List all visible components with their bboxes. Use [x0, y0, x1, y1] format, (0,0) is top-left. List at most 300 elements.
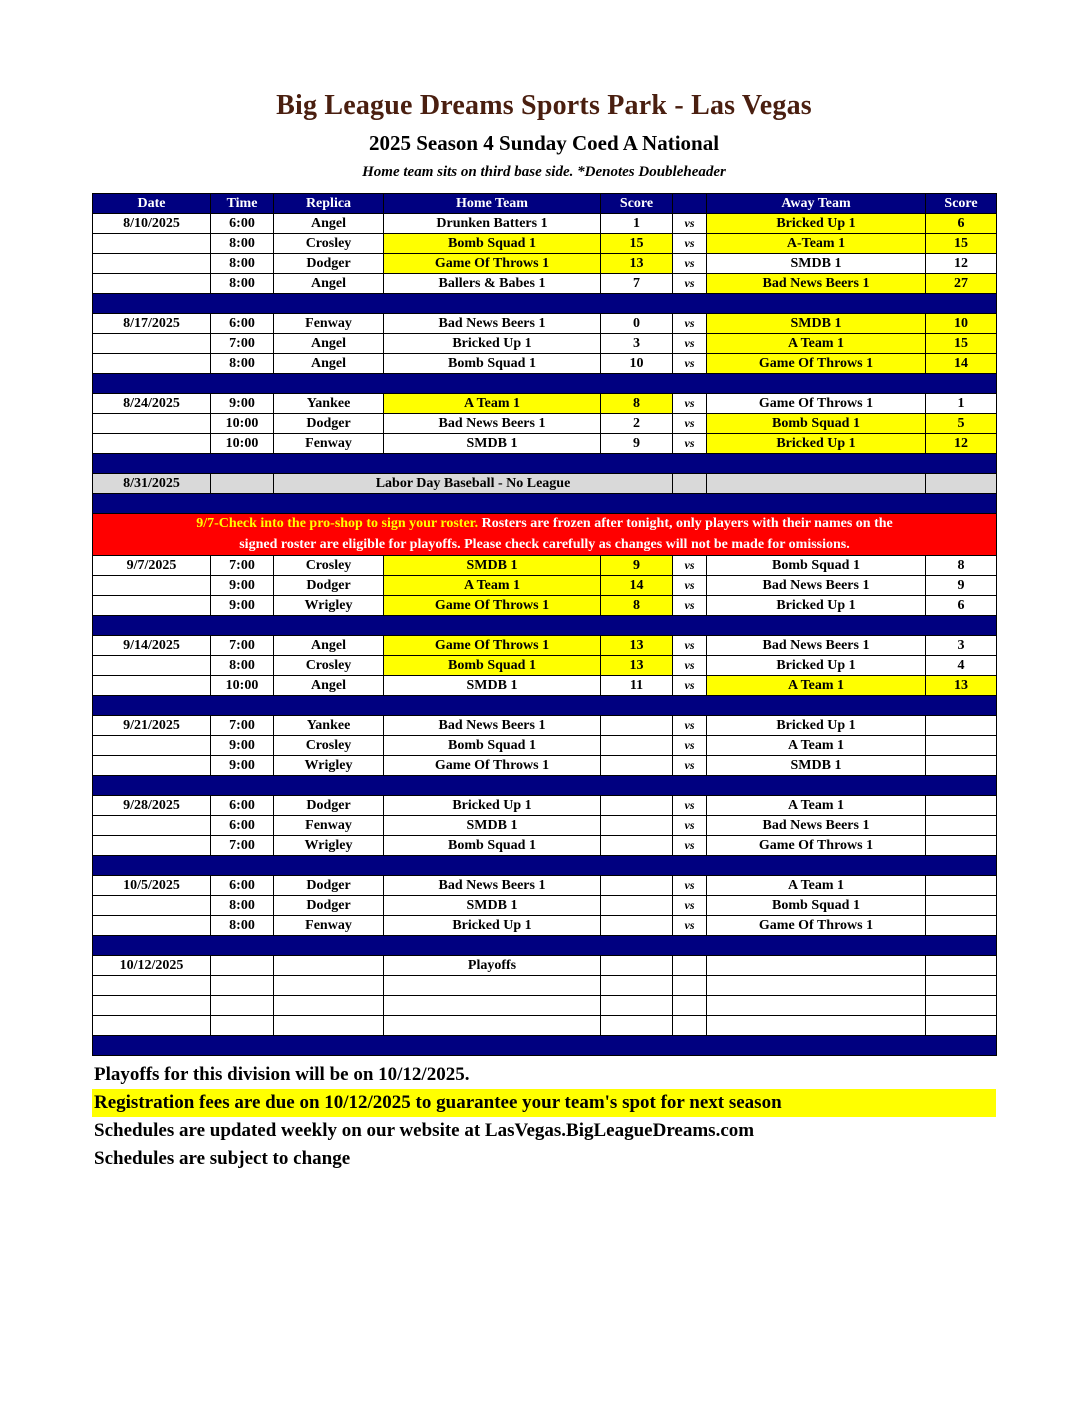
away-team-cell: A Team 1	[707, 334, 926, 354]
away-team-cell: Game Of Throws 1	[707, 394, 926, 414]
vs-cell: vs	[673, 896, 707, 916]
separator-bar	[93, 294, 997, 314]
home-score-cell: 13	[601, 656, 673, 676]
home-team-cell: Bomb Squad 1	[384, 736, 601, 756]
replica-cell: Crosley	[274, 234, 384, 254]
date-cell	[93, 596, 211, 616]
replica-cell: Wrigley	[274, 836, 384, 856]
empty-cell	[601, 976, 673, 996]
game-row	[93, 556, 997, 576]
away-team-cell: Bricked Up 1	[707, 596, 926, 616]
home-score-cell: 10	[601, 354, 673, 374]
away-team-cell: A Team 1	[707, 876, 926, 896]
game-row	[93, 434, 997, 454]
home-score-cell: 13	[601, 636, 673, 656]
separator-row	[93, 776, 997, 796]
empty-cell	[384, 1016, 601, 1036]
vs-cell: vs	[673, 876, 707, 896]
away-team-cell: Game Of Throws 1	[707, 916, 926, 936]
vs-cell: vs	[673, 234, 707, 254]
separator-row	[93, 696, 997, 716]
vs-cell	[673, 956, 707, 976]
notice-row	[93, 474, 997, 494]
col-header-home-team: Home Team	[384, 194, 601, 214]
replica-cell: Dodger	[274, 876, 384, 896]
home-team-cell: Bricked Up 1	[384, 334, 601, 354]
away-team-cell: A Team 1	[707, 676, 926, 696]
away-score-cell: 1	[926, 394, 997, 414]
home-score-cell: 13	[601, 254, 673, 274]
date-cell: 8/24/2025	[93, 394, 211, 414]
date-cell	[93, 234, 211, 254]
notice-empty-cell	[926, 474, 997, 494]
home-team-cell: Game Of Throws 1	[384, 254, 601, 274]
away-team-cell: Bricked Up 1	[707, 716, 926, 736]
home-score-cell: 2	[601, 414, 673, 434]
vs-cell: vs	[673, 716, 707, 736]
home-team-cell: A Team 1	[384, 576, 601, 596]
time-cell: 8:00	[211, 916, 274, 936]
date-cell: 9/14/2025	[93, 636, 211, 656]
replica-cell: Angel	[274, 354, 384, 374]
home-score-cell: 8	[601, 596, 673, 616]
game-row	[93, 254, 997, 274]
time-cell: 8:00	[211, 896, 274, 916]
time-cell: 9:00	[211, 576, 274, 596]
replica-cell: Dodger	[274, 576, 384, 596]
away-score-cell: 13	[926, 676, 997, 696]
away-team-cell: A Team 1	[707, 796, 926, 816]
separator-row	[93, 374, 997, 394]
home-team-cell: Playoffs	[384, 956, 601, 976]
time-cell: 8:00	[211, 656, 274, 676]
date-cell	[93, 756, 211, 776]
game-row	[93, 354, 997, 374]
empty-cell	[926, 996, 997, 1016]
separator-bar	[93, 616, 997, 636]
vs-cell: vs	[673, 414, 707, 434]
empty-cell	[93, 996, 211, 1016]
home-score-cell: 0	[601, 314, 673, 334]
notice-empty-cell	[211, 474, 274, 494]
empty-cell	[274, 996, 384, 1016]
date-cell	[93, 254, 211, 274]
vs-cell: vs	[673, 214, 707, 234]
time-cell: 10:00	[211, 434, 274, 454]
home-team-cell: Bad News Beers 1	[384, 876, 601, 896]
banner-line-2: signed roster are eligible for playoffs. Please check carefully as changes will not be made for omissions.	[239, 536, 850, 552]
time-cell: 10:00	[211, 414, 274, 434]
home-score-cell: 14	[601, 576, 673, 596]
home-team-note: Home team sits on third base side. *Denotes Doubleheader	[362, 164, 726, 180]
vs-cell: vs	[673, 314, 707, 334]
empty-row	[93, 996, 997, 1016]
vs-cell: vs	[673, 334, 707, 354]
vs-cell: vs	[673, 354, 707, 374]
home-score-cell	[601, 716, 673, 736]
home-team-cell: Bricked Up 1	[384, 796, 601, 816]
game-row	[93, 896, 997, 916]
date-cell: 8/17/2025	[93, 314, 211, 334]
replica-cell: Crosley	[274, 656, 384, 676]
away-score-cell	[926, 796, 997, 816]
away-team-cell: Game Of Throws 1	[707, 354, 926, 374]
date-cell: 9/21/2025	[93, 716, 211, 736]
vs-cell: vs	[673, 916, 707, 936]
home-team-cell: Ballers & Babes 1	[384, 274, 601, 294]
separator-bar	[93, 936, 997, 956]
replica-cell: Dodger	[274, 414, 384, 434]
schedule-table	[92, 193, 997, 1056]
time-cell: 8:00	[211, 354, 274, 374]
away-score-cell: 27	[926, 274, 997, 294]
footer-website-note: Schedules are updated weekly on our website at LasVegas.BigLeagueDreams.com	[94, 1120, 755, 1141]
away-score-cell: 6	[926, 214, 997, 234]
time-cell: 9:00	[211, 756, 274, 776]
separator-bar	[93, 494, 997, 514]
col-header-home-score: Score	[601, 194, 673, 214]
time-cell: 8:00	[211, 254, 274, 274]
separator-row	[93, 494, 997, 514]
date-cell	[93, 656, 211, 676]
time-cell: 9:00	[211, 596, 274, 616]
game-row	[93, 334, 997, 354]
home-team-cell: Bricked Up 1	[384, 916, 601, 936]
vs-cell: vs	[673, 576, 707, 596]
col-header-replica: Replica	[274, 194, 384, 214]
time-cell: 10:00	[211, 676, 274, 696]
date-cell	[93, 354, 211, 374]
home-score-cell: 15	[601, 234, 673, 254]
time-cell: 6:00	[211, 314, 274, 334]
footer-block	[92, 1061, 996, 1173]
away-team-cell: Bad News Beers 1	[707, 274, 926, 294]
vs-cell: vs	[673, 434, 707, 454]
separator-bar	[93, 696, 997, 716]
empty-cell	[707, 1016, 926, 1036]
page-subtitle: 2025 Season 4 Sunday Coed A National	[368, 131, 720, 155]
separator-row	[93, 294, 997, 314]
home-score-cell	[601, 916, 673, 936]
replica-cell: Fenway	[274, 816, 384, 836]
away-team-cell: Bad News Beers 1	[707, 576, 926, 596]
vs-cell: vs	[673, 274, 707, 294]
empty-cell	[384, 976, 601, 996]
home-score-cell: 11	[601, 676, 673, 696]
home-team-cell: Game Of Throws 1	[384, 636, 601, 656]
away-team-cell: Game Of Throws 1	[707, 836, 926, 856]
vs-cell: vs	[673, 254, 707, 274]
replica-cell: Angel	[274, 274, 384, 294]
away-score-cell	[926, 916, 997, 936]
time-cell: 6:00	[211, 816, 274, 836]
replica-cell: Dodger	[274, 254, 384, 274]
game-row	[93, 736, 997, 756]
replica-cell: Crosley	[274, 556, 384, 576]
game-row	[93, 414, 997, 434]
separator-bar	[93, 856, 997, 876]
home-score-cell: 8	[601, 394, 673, 414]
empty-row	[93, 976, 997, 996]
page-title: Big League Dreams Sports Park - Las Vegas	[276, 90, 812, 121]
col-header-time: Time	[211, 194, 274, 214]
vs-cell: vs	[673, 676, 707, 696]
home-team-cell: SMDB 1	[384, 556, 601, 576]
separator-row	[93, 936, 997, 956]
away-score-cell: 14	[926, 354, 997, 374]
header-block	[0, 0, 1088, 181]
home-score-cell	[601, 756, 673, 776]
vs-cell: vs	[673, 816, 707, 836]
separator-row	[93, 454, 997, 474]
date-cell: 10/5/2025	[93, 876, 211, 896]
empty-row	[93, 1016, 997, 1036]
home-team-cell: Drunken Batters 1	[384, 214, 601, 234]
away-team-cell: Bomb Squad 1	[707, 414, 926, 434]
home-score-cell	[601, 736, 673, 756]
empty-cell	[274, 976, 384, 996]
game-row	[93, 394, 997, 414]
away-team-cell: Bad News Beers 1	[707, 816, 926, 836]
home-team-cell: Bad News Beers 1	[384, 716, 601, 736]
replica-cell	[274, 956, 384, 976]
empty-cell	[673, 1016, 707, 1036]
date-cell	[93, 434, 211, 454]
away-team-cell	[707, 956, 926, 976]
date-cell	[93, 334, 211, 354]
game-row	[93, 596, 997, 616]
separator-row	[93, 856, 997, 876]
replica-cell: Angel	[274, 636, 384, 656]
separator-bar	[93, 374, 997, 394]
game-row	[93, 636, 997, 656]
time-cell: 8:00	[211, 274, 274, 294]
separator-row	[93, 616, 997, 636]
separator-row	[93, 1036, 997, 1056]
date-cell: 10/12/2025	[93, 956, 211, 976]
game-row	[93, 274, 997, 294]
time-cell: 7:00	[211, 836, 274, 856]
time-cell: 6:00	[211, 214, 274, 234]
away-team-cell: Bricked Up 1	[707, 214, 926, 234]
away-score-cell	[926, 716, 997, 736]
footer-playoffs-note: Playoffs for this division will be on 10/12/2025.	[94, 1064, 470, 1085]
home-team-cell: Bomb Squad 1	[384, 354, 601, 374]
game-row	[93, 314, 997, 334]
vs-cell: vs	[673, 736, 707, 756]
home-score-cell	[601, 956, 673, 976]
replica-cell: Yankee	[274, 394, 384, 414]
home-team-cell: SMDB 1	[384, 816, 601, 836]
game-row	[93, 676, 997, 696]
away-score-cell	[926, 956, 997, 976]
game-row	[93, 656, 997, 676]
time-cell: 6:00	[211, 876, 274, 896]
away-score-cell: 4	[926, 656, 997, 676]
home-team-cell: Bad News Beers 1	[384, 314, 601, 334]
empty-cell	[926, 1016, 997, 1036]
empty-cell	[274, 1016, 384, 1036]
col-header-away-score: Score	[926, 194, 997, 214]
time-cell: 9:00	[211, 394, 274, 414]
away-team-cell: A Team 1	[707, 736, 926, 756]
away-score-cell	[926, 836, 997, 856]
home-team-cell: Bomb Squad 1	[384, 836, 601, 856]
vs-cell: vs	[673, 796, 707, 816]
empty-cell	[707, 996, 926, 1016]
vs-cell: vs	[673, 756, 707, 776]
game-row	[93, 234, 997, 254]
replica-cell: Angel	[274, 334, 384, 354]
empty-cell	[601, 1016, 673, 1036]
away-score-cell: 15	[926, 234, 997, 254]
replica-cell: Wrigley	[274, 596, 384, 616]
playoffs-row	[93, 956, 997, 976]
vs-cell: vs	[673, 596, 707, 616]
game-row	[93, 816, 997, 836]
separator-bar	[93, 454, 997, 474]
date-cell	[93, 916, 211, 936]
schedule-body	[93, 214, 997, 1056]
time-cell: 7:00	[211, 716, 274, 736]
date-cell	[93, 274, 211, 294]
replica-cell: Wrigley	[274, 756, 384, 776]
banner-line-1	[95, 514, 994, 534]
time-cell: 7:00	[211, 556, 274, 576]
time-cell: 9:00	[211, 736, 274, 756]
game-row	[93, 876, 997, 896]
home-team-cell: Bomb Squad 1	[384, 234, 601, 254]
home-team-cell: SMDB 1	[384, 676, 601, 696]
game-row	[93, 716, 997, 736]
away-score-cell: 6	[926, 596, 997, 616]
game-row	[93, 214, 997, 234]
home-team-cell: SMDB 1	[384, 896, 601, 916]
empty-cell	[601, 996, 673, 1016]
notice-empty-cell	[707, 474, 926, 494]
date-cell	[93, 836, 211, 856]
replica-cell: Yankee	[274, 716, 384, 736]
replica-cell: Angel	[274, 676, 384, 696]
game-row	[93, 576, 997, 596]
roster-freeze-banner	[93, 514, 997, 556]
time-cell: 6:00	[211, 796, 274, 816]
away-score-cell	[926, 896, 997, 916]
replica-cell: Angel	[274, 214, 384, 234]
home-team-cell: Game Of Throws 1	[384, 596, 601, 616]
replica-cell: Fenway	[274, 916, 384, 936]
game-row	[93, 916, 997, 936]
separator-bar	[93, 1036, 997, 1056]
vs-cell: vs	[673, 394, 707, 414]
home-team-cell: Game Of Throws 1	[384, 756, 601, 776]
away-team-cell: Bad News Beers 1	[707, 636, 926, 656]
banner-rest-text: Rosters are frozen after tonight, only players with their names on the	[478, 516, 893, 532]
replica-cell: Fenway	[274, 314, 384, 334]
col-header-away-team: Away Team	[707, 194, 926, 214]
away-score-cell	[926, 756, 997, 776]
away-score-cell	[926, 816, 997, 836]
away-score-cell: 15	[926, 334, 997, 354]
home-score-cell: 3	[601, 334, 673, 354]
empty-cell	[93, 1016, 211, 1036]
date-cell: 8/10/2025	[93, 214, 211, 234]
column-header-row	[93, 194, 997, 214]
banner-highlight-text: 9/7-Check into the pro-shop to sign your roster.	[196, 516, 479, 532]
date-cell: 9/28/2025	[93, 796, 211, 816]
away-team-cell: SMDB 1	[707, 756, 926, 776]
empty-cell	[211, 976, 274, 996]
away-score-cell: 5	[926, 414, 997, 434]
empty-cell	[384, 996, 601, 1016]
date-cell	[93, 414, 211, 434]
away-score-cell	[926, 736, 997, 756]
date-cell	[93, 816, 211, 836]
away-score-cell: 10	[926, 314, 997, 334]
time-cell: 7:00	[211, 334, 274, 354]
empty-cell	[211, 1016, 274, 1036]
game-row	[93, 836, 997, 856]
banner-row	[93, 514, 997, 556]
replica-cell: Dodger	[274, 896, 384, 916]
empty-cell	[673, 996, 707, 1016]
empty-cell	[211, 996, 274, 1016]
empty-cell	[93, 976, 211, 996]
empty-cell	[707, 976, 926, 996]
away-team-cell: Bomb Squad 1	[707, 896, 926, 916]
home-score-cell: 9	[601, 556, 673, 576]
away-team-cell: Bricked Up 1	[707, 434, 926, 454]
col-header-date: Date	[93, 194, 211, 214]
home-score-cell: 9	[601, 434, 673, 454]
date-cell	[93, 736, 211, 756]
home-score-cell	[601, 876, 673, 896]
time-cell	[211, 956, 274, 976]
home-score-cell	[601, 836, 673, 856]
home-team-cell: Bad News Beers 1	[384, 414, 601, 434]
home-team-cell: Bomb Squad 1	[384, 656, 601, 676]
away-team-cell: Bomb Squad 1	[707, 556, 926, 576]
away-score-cell: 9	[926, 576, 997, 596]
vs-cell: vs	[673, 836, 707, 856]
home-score-cell	[601, 896, 673, 916]
empty-cell	[926, 976, 997, 996]
game-row	[93, 756, 997, 776]
away-team-cell: A-Team 1	[707, 234, 926, 254]
home-score-cell	[601, 816, 673, 836]
replica-cell: Dodger	[274, 796, 384, 816]
notice-date-cell: 8/31/2025	[93, 474, 211, 494]
away-team-cell: SMDB 1	[707, 254, 926, 274]
away-score-cell: 8	[926, 556, 997, 576]
away-team-cell: SMDB 1	[707, 314, 926, 334]
time-cell: 7:00	[211, 636, 274, 656]
home-team-cell: SMDB 1	[384, 434, 601, 454]
game-row	[93, 796, 997, 816]
home-team-cell: A Team 1	[384, 394, 601, 414]
date-cell	[93, 676, 211, 696]
replica-cell: Fenway	[274, 434, 384, 454]
home-score-cell: 7	[601, 274, 673, 294]
footer-registration-note: Registration fees are due on 10/12/2025 to guarantee your team's spot for next season	[92, 1089, 996, 1117]
notice-text-cell: Labor Day Baseball - No League	[274, 474, 673, 494]
date-cell	[93, 576, 211, 596]
vs-cell: vs	[673, 636, 707, 656]
replica-cell: Crosley	[274, 736, 384, 756]
home-score-cell	[601, 796, 673, 816]
home-score-cell: 1	[601, 214, 673, 234]
separator-bar	[93, 776, 997, 796]
